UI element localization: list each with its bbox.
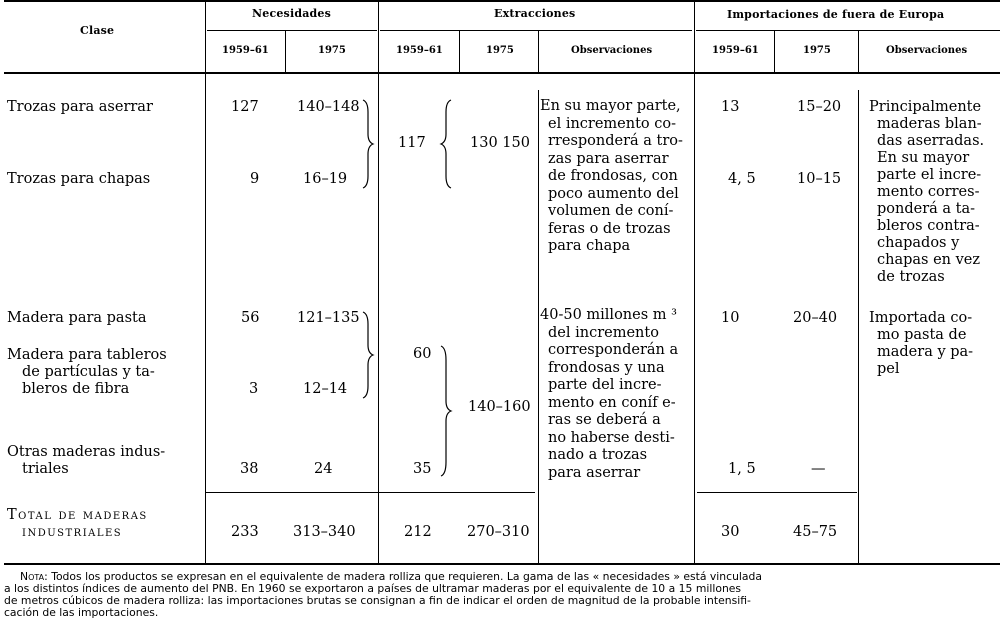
clase-trozas-aserrar: Trozas para aserrar (7, 99, 153, 115)
imp-1959-total: 30 (721, 524, 740, 540)
subheader-imp-1959: 1959–61 (712, 45, 759, 56)
clase-otras-maderas-line: triales (22, 461, 69, 477)
obs-ext-2-line: corresponderán a (548, 342, 679, 358)
nec-1975-trozas-chapas: 16–19 (303, 171, 348, 187)
brace-nec-group-1 (362, 100, 374, 188)
ext-1975-group-2: 140–160 (468, 399, 531, 415)
nec-1959-otras: 38 (240, 461, 259, 477)
obs-imp-1-line: de trozas (877, 269, 945, 285)
obs-imp-1-line: parte el incre- (877, 167, 982, 183)
nec-1975-trozas-aserrar: 140–148 (297, 99, 360, 115)
nec-1959-total: 233 (231, 524, 259, 540)
col-divider-3 (378, 0, 379, 564)
footnote-line: de metros cúbicos de madera rolliza: las importaciones brutas se consignan a fin de indicar el orden de magnitud de la probable intensifi- (4, 594, 751, 607)
obs-imp-1-line: Principalmente (869, 99, 982, 115)
obs-ext-2-line: frondosas y una (548, 359, 665, 376)
total-rule-left (205, 492, 535, 493)
imp-1959-trozas-aserrar: 13 (721, 99, 740, 115)
nec-1975-total: 313–340 (293, 524, 356, 540)
obs-ext-2-line: mento en coníf e- (548, 394, 676, 411)
footnote (4, 570, 996, 619)
imp-1975-total: 45–75 (793, 524, 838, 540)
clase-madera-tableros-line: Madera para tableros (7, 347, 167, 363)
subheader-ext-1959: 1959–61 (396, 45, 443, 56)
clase-total-line: industriales (22, 524, 123, 540)
obs-imp-1-line: das aserradas. (877, 133, 985, 149)
imp-1959-trozas-chapas: 4, 5 (728, 171, 756, 187)
nec-1959-trozas-chapas: 9 (250, 171, 260, 187)
obs-ext-1-line: de frondosas, con (548, 168, 678, 184)
obs-imp-2-line: pel (877, 361, 900, 377)
nec-1959-trozas-aserrar: 127 (231, 99, 259, 115)
clase-total-line: Total de maderas (7, 507, 148, 523)
obs-imp-block-2 (869, 310, 997, 378)
obs-imp-block-1 (869, 99, 997, 286)
obs-ext-2-line: nado a trozas (548, 447, 648, 463)
brace-ext-group-1 (440, 100, 452, 188)
nec-1975-madera-pasta: 121–135 (297, 310, 360, 326)
col-divider-5 (538, 30, 539, 73)
col-divider-6 (694, 0, 695, 564)
total-rule-right (697, 492, 857, 493)
obs-ext-1-line: En su mayor parte, (540, 98, 681, 114)
obs-imp-1-line: ponderá a ta- (877, 201, 976, 217)
obs-imp-1-line: chapados y (877, 235, 960, 251)
subheader-rule-importaciones (696, 30, 1000, 31)
header-necesidades: Necesidades (252, 7, 332, 20)
col-divider-1 (205, 0, 206, 564)
subheader-ext-1975: 1975 (486, 45, 514, 56)
obs-imp-1-line: En su mayor (877, 150, 970, 166)
clase-total (7, 507, 148, 541)
nec-1959-madera-pasta: 56 (241, 310, 260, 326)
ext-1959-total: 212 (404, 524, 432, 540)
obs-ext-block-2 (540, 307, 692, 482)
obs-ext-2-line: parte del incre- (548, 377, 662, 393)
obs-imp-1-line: chapas en vez (877, 252, 981, 268)
header-extracciones: Extracciones (494, 7, 576, 20)
imp-1975-trozas-aserrar: 15–20 (797, 99, 842, 115)
imp-1975-otras: — (811, 461, 826, 477)
obs-ext-block-1 (540, 98, 692, 256)
col-divider-7 (774, 30, 775, 73)
obs-ext-2-line: para aserrar (548, 464, 641, 481)
nec-1975-madera-tableros: 12–14 (303, 381, 348, 397)
clase-madera-tableros (7, 347, 167, 398)
header-bottom-rule (4, 72, 1000, 74)
ext-1975-total: 270–310 (467, 524, 530, 540)
obs-ext-1-line: zas para aserrar (548, 150, 669, 167)
footnote-label: Nota: (20, 570, 48, 583)
top-rule (4, 0, 1000, 2)
nec-1959-madera-tableros: 3 (249, 381, 259, 397)
ext-1959-group-1: 117 (398, 135, 426, 151)
obs-imp-2-line: madera y pa- (877, 344, 974, 360)
col-divider-2 (285, 30, 286, 73)
brace-nec-group-2 (362, 312, 374, 398)
obs-ext-1-line: para chapa (548, 238, 631, 254)
imp-1959-madera-pasta: 10 (721, 310, 740, 326)
obs-ext-1-line: el incremento co- (548, 115, 677, 132)
obs-imp-1-line: mento corres- (877, 184, 980, 200)
obs-imp-1-line: bleros contra- (877, 218, 980, 234)
footnote-text: Todos los productos se expresan en el equivalente de madera rolliza que requieren. La gama de las « necesidades » está vinculada (51, 570, 763, 583)
imp-1975-madera-pasta: 20–40 (793, 310, 838, 326)
subheader-rule-extracciones (380, 30, 692, 31)
obs-imp-1-line: maderas blan- (877, 116, 982, 132)
obs-ext-2-line: 40-50 millones m ³ (540, 307, 677, 323)
clase-madera-tableros-line: de partículas y ta- (22, 364, 155, 380)
subheader-imp-1975: 1975 (803, 45, 831, 56)
body-divider-imp-obs (858, 90, 859, 564)
obs-ext-1-line: rresponderá a tro- (548, 133, 683, 149)
clase-madera-pasta: Madera para pasta (7, 310, 147, 326)
obs-imp-2-line: Importada co- (869, 310, 973, 326)
subheader-nec-1975: 1975 (318, 45, 346, 56)
clase-otras-maderas-line: Otras maderas indus- (7, 444, 166, 460)
col-divider-8 (858, 30, 859, 73)
obs-ext-2-line: ras se deberá a (548, 412, 661, 428)
subheader-imp-observaciones: Observaciones (886, 45, 968, 56)
imp-1975-trozas-chapas: 10–15 (797, 171, 842, 187)
bottom-rule (4, 563, 1000, 565)
clase-madera-tableros-line: bleros de fibra (22, 381, 130, 397)
ext-1959-otras: 35 (413, 461, 432, 477)
obs-imp-2-line: mo pasta de (877, 327, 967, 343)
header-clase: Clase (80, 24, 115, 37)
nec-1975-otras: 24 (314, 461, 333, 477)
brace-ext-group-2 (440, 346, 452, 476)
header-importaciones: Importaciones de fuera de Europa (727, 8, 945, 21)
subheader-nec-1959: 1959–61 (222, 45, 269, 56)
subheader-ext-observaciones: Observaciones (571, 45, 653, 56)
subheader-rule-necesidades (207, 30, 377, 31)
footnote-line: a los distintos índices de aumento del PNB. En 1960 se exportaron a países de ultramar maderas por el equivalente de 10 a 15 millones (4, 582, 742, 595)
col-divider-4 (459, 30, 460, 73)
body-divider-ext-obs (538, 90, 539, 564)
footnote-line: cación de las importaciones. (4, 606, 159, 619)
clase-otras-maderas (7, 444, 165, 478)
obs-ext-2-line: no haberse desti- (548, 429, 675, 446)
clase-trozas-chapas: Trozas para chapas (7, 171, 151, 187)
obs-ext-1-line: poco aumento del (548, 185, 679, 202)
obs-ext-2-line: del incremento (548, 324, 659, 341)
ext-1975-group-1: 130 150 (470, 135, 530, 151)
ext-1959-group-2: 60 (413, 346, 432, 362)
obs-ext-1-line: feras o de trozas (548, 220, 671, 237)
obs-ext-1-line: volumen de coní- (548, 203, 674, 219)
imp-1959-otras: 1, 5 (728, 461, 756, 477)
